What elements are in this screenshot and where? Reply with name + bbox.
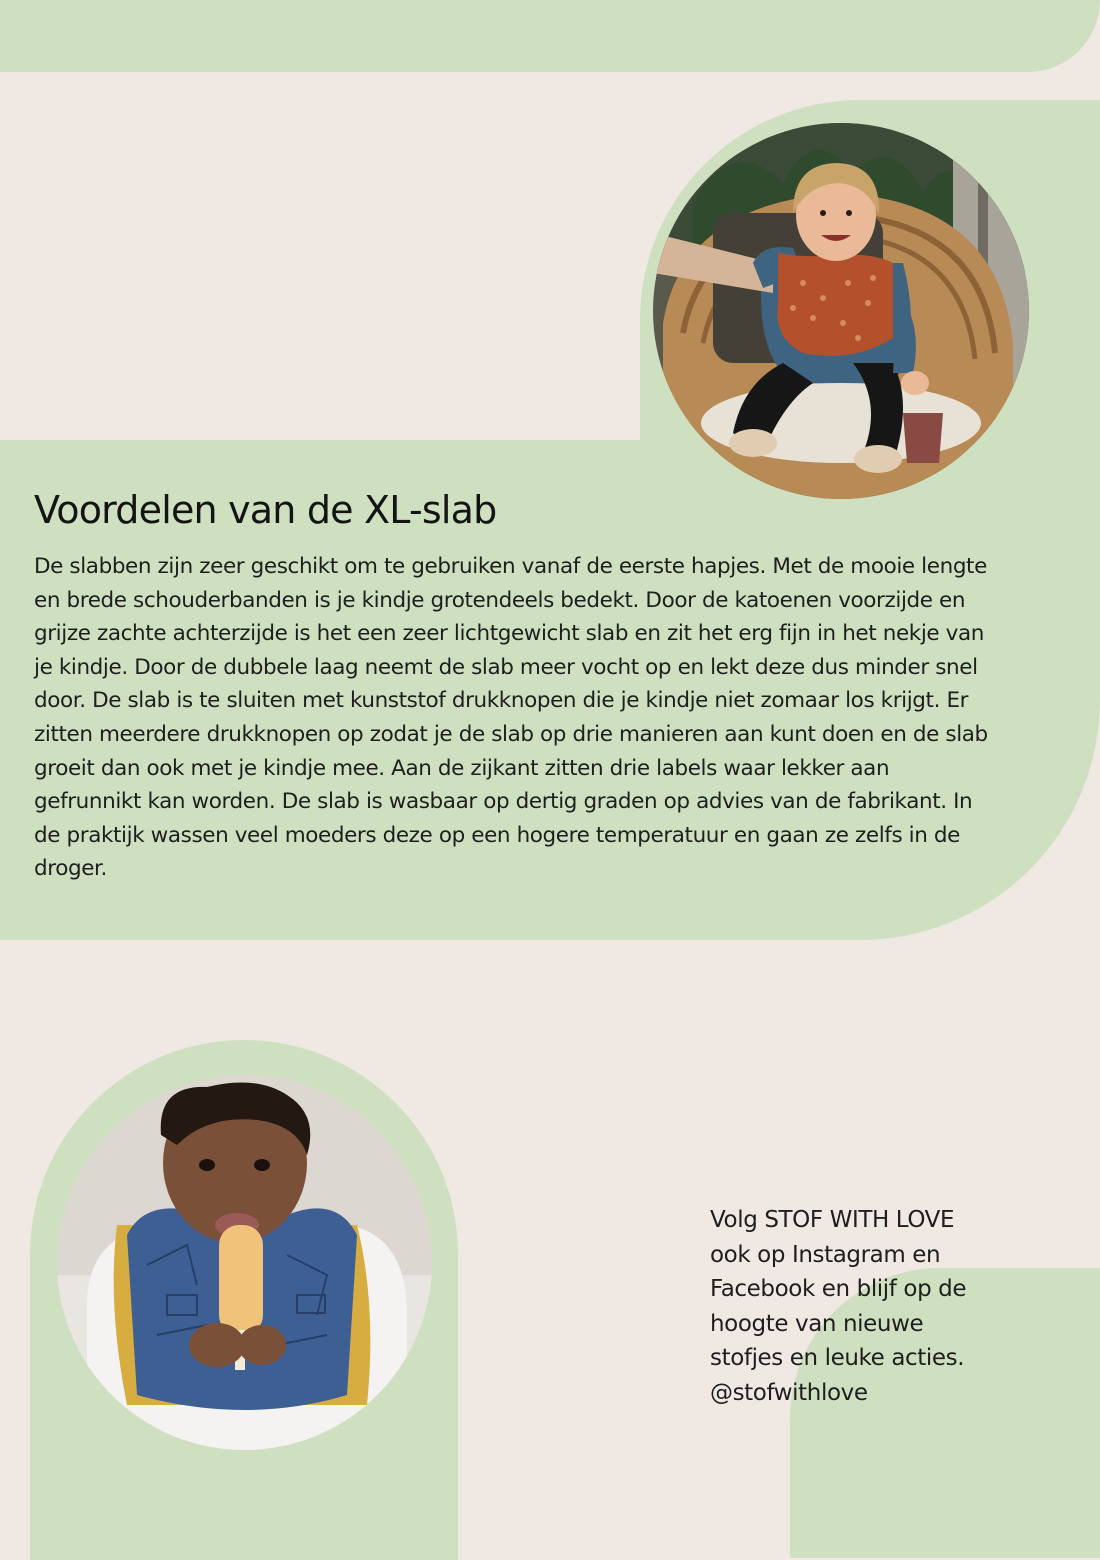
photo-boy-illustration [57, 1075, 432, 1450]
section-heading: Voordelen van de XL-slab [34, 488, 497, 532]
top-decorative-band [0, 0, 1100, 72]
photo-girl-with-bib [653, 123, 1029, 499]
follow-line: Facebook en blijf op de [710, 1276, 967, 1302]
section-body-text: De slabben zijn zeer geschikt om te gebruiken vanaf de eerste hapjes. Met de mooie lengte en brede schouderbanden is je kindje grotendeels bedekt. Door de katoenen voorzijde en grijze zachte achterzijde is het een zeer lichtgewicht slab en zit het erg fijn in het nekje van je kindje. Door de dubbele laag neemt de slab meer vocht op en lekt deze dus minder snel door. De slab is te sluiten met kunststof drukknopen die je kindje niet zomaar los krijgt. Er zitten meerdere drukknopen op zodat je de slab op drie manieren aan kunt doen en de slab groeit dan ook met je kindje mee. Aan de zijkant zitten drie labels waar lekker aan gefrunnikt kan worden. De slab is wasbaar op dertig graden op advies van de fabrikant. In de praktijk wassen veel moeders deze op een hogere temperatuur en gaan ze zelfs in de droger. [34, 554, 988, 882]
follow-line: ook op Instagram en [710, 1241, 941, 1268]
social-handle: @stofwithlove [710, 1379, 868, 1406]
photo-boy-with-popsicle [57, 1075, 432, 1450]
follow-line: stofjes en leuke acties. [710, 1345, 965, 1371]
photo-girl-illustration [653, 123, 1029, 499]
follow-line: hoogte van nieuwe [710, 1310, 924, 1337]
social-follow-text [710, 1203, 1010, 1410]
follow-line: Volg STOF WITH LOVE [710, 1207, 955, 1233]
